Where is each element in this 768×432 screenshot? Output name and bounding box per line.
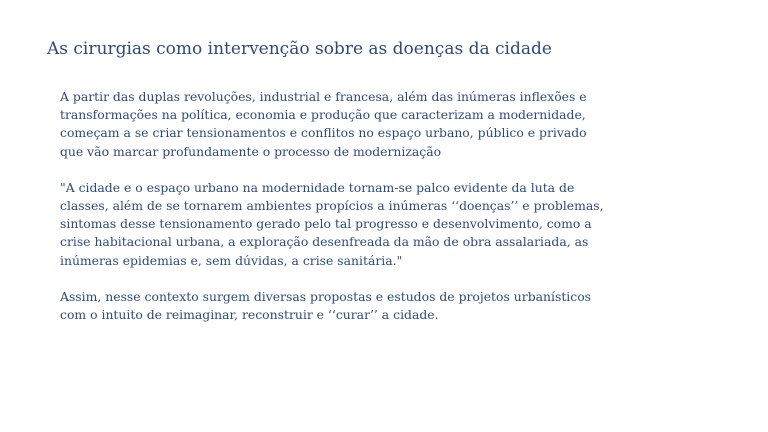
paragraph-conclusion: Assim, nesse contexto surgem diversas propostas e estudos de projetos urbanísticos com o intuito de reimaginar, reconstruir e ‘‘curar’’ a cidade.: [60, 288, 592, 323]
paragraph-intro: A partir das duplas revoluções, industrial e francesa, além das inúmeras inflexões e transformações na política, economia e produção que caracterizam a modernidade, começam a se criar tensionamentos e conflitos no espaço urbano, público e privado que vão marcar profundamente o processo de modernização: [60, 89, 587, 159]
paragraph-quote: "A cidade e o espaço urbano na modernidade tornam-se palco evidente da luta de classes, além de se tornarem ambientes propícios a inúmeras ‘‘doenças’’ e problemas, sintomas desse tensionamento gerado pelo tal progresso e desenvolvimento, como a crise habitacional urbana, a exploração desenfreada da mão de obra assalariada, as inúmeras epidemias e, sem dúvidas, a crise sanitária.": [60, 179, 604, 268]
slide-body: [60, 88, 605, 342]
slide-title: As cirurgias como intervenção sobre as doenças da cidade: [47, 39, 552, 59]
